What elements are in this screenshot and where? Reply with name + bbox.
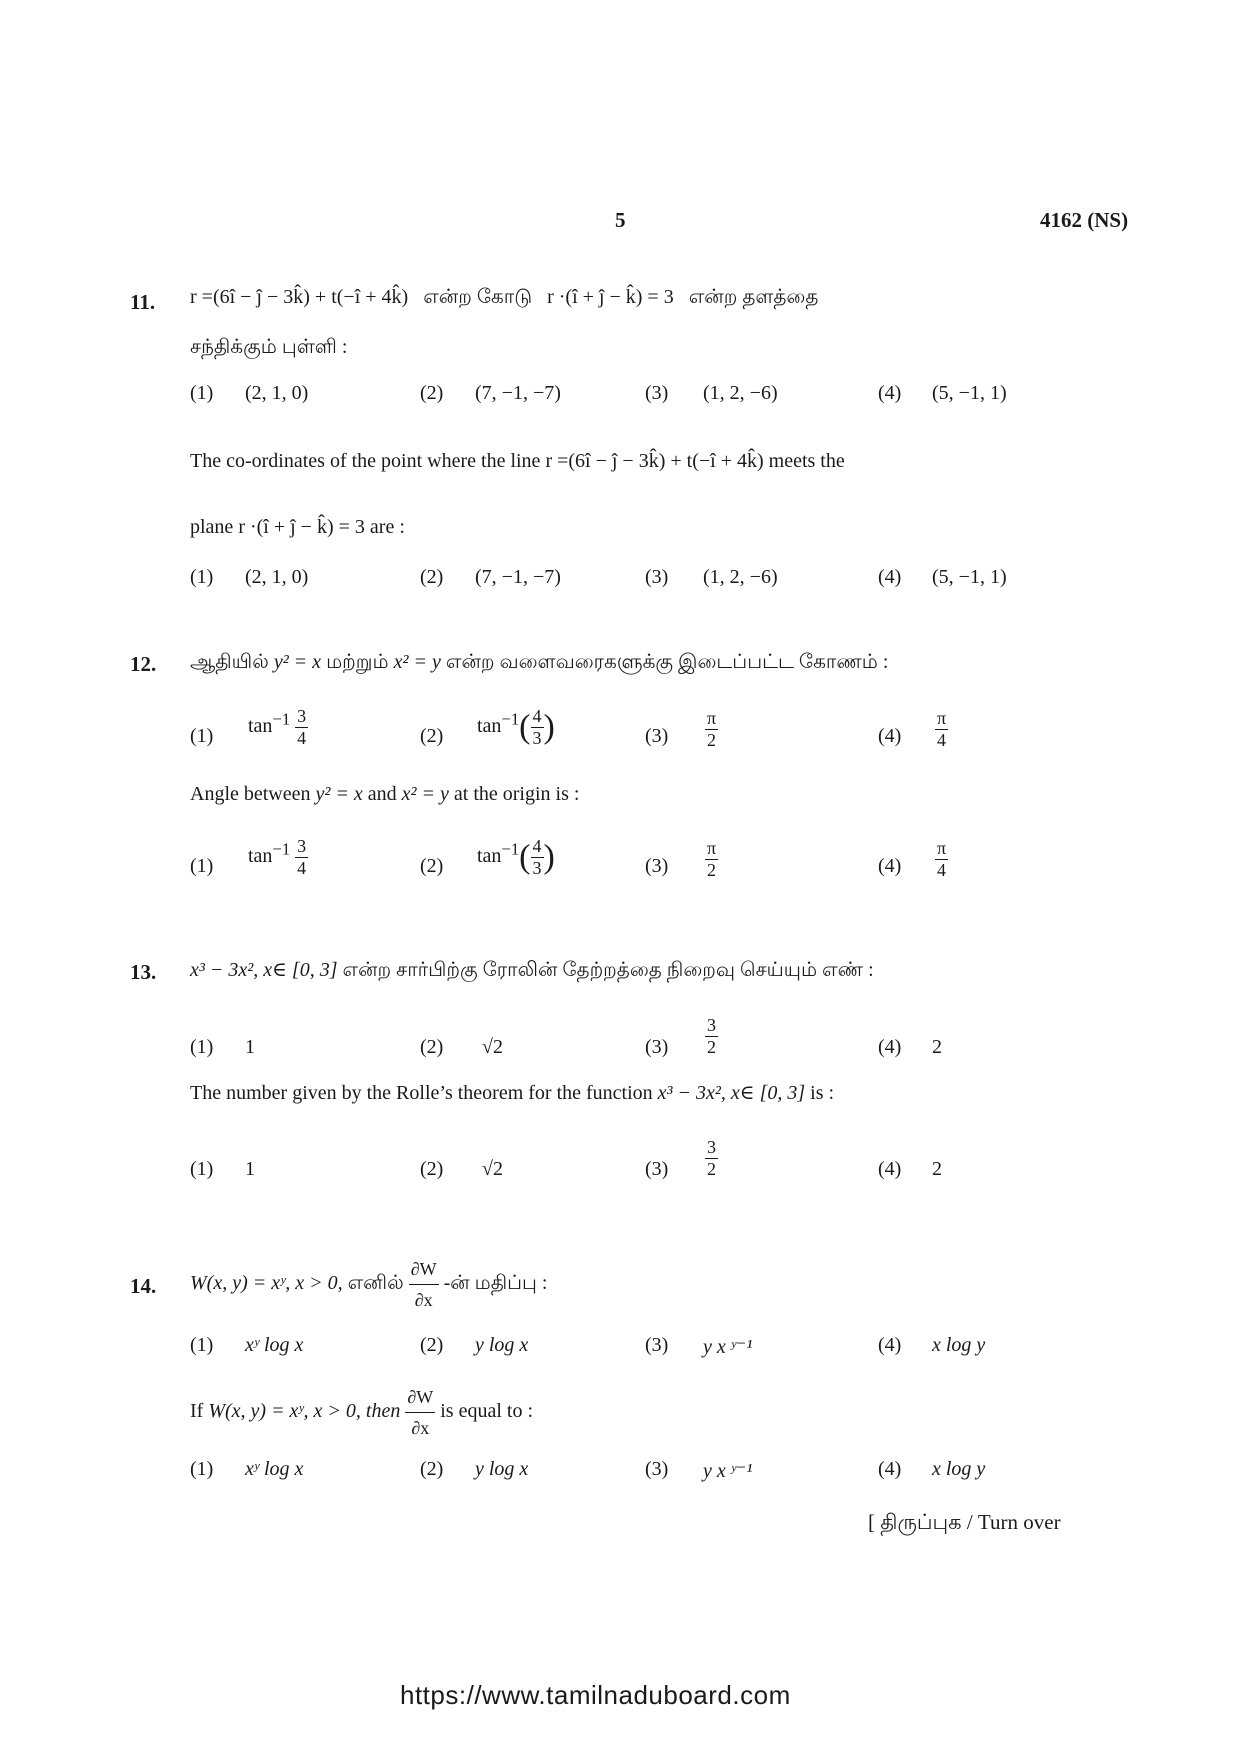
question-13-number: 13.: [130, 960, 157, 984]
option-label: (2): [420, 382, 444, 404]
tan-text: tan: [248, 715, 273, 738]
tamil-text: என்ற தளத்தை: [688, 286, 819, 308]
option-value: y x ʸ⁻¹: [703, 1336, 753, 1358]
denominator: 4: [937, 860, 947, 880]
superscript: −1: [501, 839, 520, 859]
english-text: meets the: [768, 450, 845, 472]
equation: x² = y: [401, 783, 449, 805]
option-three-halves: [705, 1137, 718, 1180]
option-value: (2, 1, 0): [245, 382, 309, 404]
english-text: is :: [810, 1082, 835, 1104]
option-tan-paren-fraction: $\tan^{-1}$( $\frac{4}{3}$ ): [477, 706, 555, 748]
paper-code: 4162 (NS): [1040, 208, 1129, 232]
option-tan-fraction: [248, 706, 308, 749]
option-label: (1): [190, 1334, 214, 1356]
question-13-tamil: [190, 955, 874, 985]
option-label: (3): [645, 1458, 669, 1480]
numerator: 4: [532, 836, 542, 856]
option-label: (3): [645, 1036, 669, 1058]
english-text: plane: [190, 516, 234, 538]
denominator: 3: [532, 858, 542, 878]
option-label: (1): [190, 855, 214, 877]
english-text: are :: [369, 516, 405, 538]
english-text: and: [367, 783, 397, 805]
option-label: (3): [645, 566, 669, 588]
numerator: ∂W: [409, 1254, 439, 1285]
option-label: (2): [420, 1334, 444, 1356]
fraction: [295, 836, 308, 879]
page-number: 5: [615, 208, 626, 232]
numerator: 3: [707, 1015, 716, 1035]
fraction: [531, 836, 544, 879]
question-14-english: [190, 1382, 533, 1443]
option-value: (2, 1, 0): [245, 566, 309, 588]
option-pi-half: [705, 838, 718, 881]
denominator: 2: [707, 1037, 716, 1057]
option-value: √2: [482, 1036, 503, 1058]
denominator: 2: [707, 1159, 716, 1179]
option-label: (2): [420, 855, 444, 877]
option-label: (4): [878, 855, 902, 877]
equation: y² = x: [315, 783, 363, 805]
denominator: 2: [707, 730, 717, 750]
option-value: 1: [245, 1158, 255, 1180]
numerator: 4: [532, 706, 542, 726]
tamil-text: என்ற சார்பிற்கு ரோலின் தேற்றத்தை நிறைவு செய்யும் எண் :: [342, 959, 874, 981]
option-value: (5, −1, 1): [932, 566, 1007, 588]
option-value: 1: [245, 1036, 255, 1058]
tamil-text: ஆதியில்: [190, 651, 269, 673]
option-tan-fraction: [248, 836, 308, 879]
english-text: at the origin is :: [453, 783, 580, 805]
superscript: −1: [272, 839, 291, 859]
option-label: (4): [878, 1158, 902, 1180]
tan-text: tan: [248, 845, 273, 868]
option-value: y log x: [475, 1458, 529, 1480]
option-label: (1): [190, 725, 214, 747]
fraction: [531, 706, 544, 749]
fraction: [295, 706, 308, 749]
denominator: 4: [297, 858, 307, 878]
denominator: 4: [297, 728, 307, 748]
option-label: (3): [645, 855, 669, 877]
fraction: [705, 1137, 718, 1180]
line-equation: r =(6î − ĵ − 3k̂) + t(−î + 4k̂): [545, 450, 764, 472]
fraction: [935, 838, 948, 881]
option-value: y log x: [475, 1334, 529, 1356]
line-equation: r =(6î − ĵ − 3k̂) + t(−î + 4k̂): [190, 286, 409, 308]
option-label: (3): [645, 1158, 669, 1180]
tamil-text: என்ற வளைவரைகளுக்கு இடைப்பட்ட கோணம் :: [445, 651, 889, 673]
tamil-text: மற்றும்: [326, 651, 389, 673]
option-label: (1): [190, 1458, 214, 1480]
function-expression: x³ − 3x², x∈ [0, 3]: [657, 1082, 806, 1104]
plane-equation: r ·(î + ĵ − k̂) = 3: [547, 286, 674, 308]
option-label: (1): [190, 1036, 214, 1058]
tamil-text: -ன் மதிப்பு :: [443, 1272, 548, 1295]
tan-text: tan: [477, 715, 502, 738]
question-11-english: [190, 446, 845, 476]
fraction: [705, 1015, 718, 1058]
option-pi-quarter: [935, 838, 948, 881]
option-tan-paren-fraction: $\tan^{-1}$( $\frac{4}{3}$ ): [477, 836, 555, 878]
denominator: 3: [532, 728, 542, 748]
denominator: 4: [937, 730, 947, 750]
english-text: Angle between: [190, 783, 311, 805]
option-label: (4): [878, 725, 902, 747]
option-value: x log y: [932, 1334, 986, 1356]
function-expression: W(x, y) = xʸ, x > 0,: [190, 1272, 343, 1295]
option-label: (2): [420, 1458, 444, 1480]
option-label: (3): [645, 382, 669, 404]
question-12-number: 12.: [130, 652, 157, 676]
tamil-text: என்ற கோடு: [423, 286, 533, 308]
option-label: (3): [645, 1334, 669, 1356]
turn-over-note: [ திருப்புக / Turn over: [868, 1510, 1061, 1534]
numerator: 3: [707, 1137, 716, 1157]
equation: y² = x: [273, 651, 322, 673]
tan-text: tan: [477, 845, 502, 868]
option-label: (2): [420, 725, 444, 747]
question-14-tamil: [190, 1254, 547, 1315]
function-expression: x³ − 3x², x∈ [0, 3]: [190, 959, 338, 981]
equation: x² = y: [393, 651, 441, 673]
option-pi-quarter: [935, 708, 948, 751]
numerator: 3: [297, 706, 307, 726]
numerator: π: [707, 708, 717, 728]
numerator: π: [937, 838, 947, 858]
option-value: (5, −1, 1): [932, 382, 1007, 404]
option-pi-half: [705, 708, 718, 751]
option-label: (4): [878, 1036, 902, 1058]
partial-derivative: [409, 1254, 439, 1315]
superscript: −1: [501, 709, 520, 729]
plane-equation: r ·(î + ĵ − k̂) = 3: [238, 516, 365, 538]
question-11-tamil: [190, 282, 1060, 312]
question-12-tamil: [190, 647, 888, 677]
option-label: (4): [878, 1458, 902, 1480]
question-12-english: [190, 779, 579, 809]
question-11-english-line2: [190, 512, 405, 542]
numerator: π: [937, 708, 947, 728]
fraction: [705, 838, 718, 881]
partial-derivative: [405, 1382, 435, 1443]
option-label: (1): [190, 566, 214, 588]
option-label: (2): [420, 566, 444, 588]
option-value: x log y: [932, 1458, 986, 1480]
option-value: √2: [482, 1158, 503, 1180]
option-three-halves: [705, 1015, 718, 1058]
function-expression: W(x, y) = xʸ, x > 0, then: [208, 1400, 401, 1423]
english-text: The co-ordinates of the point where the line: [190, 450, 541, 472]
numerator: ∂W: [405, 1382, 435, 1413]
option-value: (7, −1, −7): [475, 382, 561, 404]
question-11-number: 11.: [130, 290, 156, 314]
source-url[interactable]: https://www.tamilnaduboard.com: [400, 1680, 791, 1710]
option-label: (2): [420, 1158, 444, 1180]
english-text: The number given by the Rolle’s theorem for the function: [190, 1082, 653, 1104]
english-text: If: [190, 1400, 204, 1423]
denominator: ∂x: [411, 1418, 430, 1438]
option-value: y x ʸ⁻¹: [703, 1460, 753, 1482]
option-value: xʸ log x: [245, 1334, 304, 1356]
denominator: 2: [707, 860, 717, 880]
option-label: (4): [878, 566, 902, 588]
option-label: (1): [190, 382, 214, 404]
question-14-number: 14.: [130, 1274, 157, 1298]
tamil-text: எனில்: [347, 1272, 404, 1295]
denominator: ∂x: [414, 1290, 433, 1310]
option-value: xʸ log x: [245, 1458, 304, 1480]
fraction: [705, 708, 718, 751]
option-label: (4): [878, 1334, 902, 1356]
option-value: (1, 2, −6): [703, 382, 778, 404]
option-label: (3): [645, 725, 669, 747]
option-value: 2: [932, 1158, 942, 1180]
numerator: 3: [297, 836, 307, 856]
english-text: is equal to :: [440, 1400, 533, 1423]
superscript: −1: [272, 709, 291, 729]
option-label: (4): [878, 382, 902, 404]
option-value: (1, 2, −6): [703, 566, 778, 588]
option-label: (1): [190, 1158, 214, 1180]
option-value: 2: [932, 1036, 942, 1058]
fraction: [935, 708, 948, 751]
numerator: π: [707, 838, 717, 858]
option-value: (7, −1, −7): [475, 566, 561, 588]
question-13-english: [190, 1078, 834, 1108]
question-11-tamil-line2: சந்திக்கும் புள்ளி :: [190, 336, 348, 358]
option-label: (2): [420, 1036, 444, 1058]
